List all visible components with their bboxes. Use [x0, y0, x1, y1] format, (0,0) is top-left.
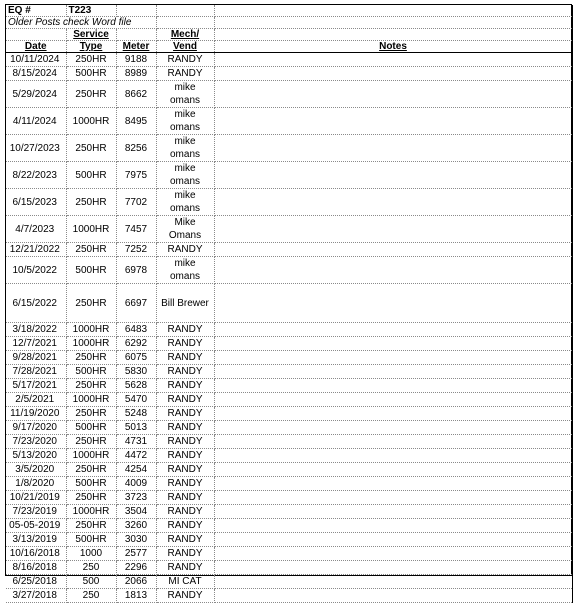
mech-cell: RANDY — [156, 547, 214, 561]
meter-cell: 5470 — [116, 393, 156, 407]
service-type-cell: 250HR — [66, 189, 116, 216]
date-cell: 4/11/2024 — [6, 108, 66, 135]
meter-cell: 6697 — [116, 284, 156, 323]
mech-cell: RANDY — [156, 243, 214, 257]
service-type-cell: 250HR — [66, 243, 116, 257]
table-row — [6, 243, 572, 257]
mech-cell: mike omans — [156, 189, 214, 216]
note-blank-cell — [214, 17, 572, 29]
notes-cell — [214, 351, 572, 365]
table-row — [6, 53, 572, 67]
mech-cell: MI CAT — [156, 575, 214, 589]
date-cell: 3/13/2019 — [6, 533, 66, 547]
notes-cell — [214, 67, 572, 81]
date-cell: 9/28/2021 — [6, 351, 66, 365]
table-row — [6, 337, 572, 351]
table-row — [6, 393, 572, 407]
header-blank-cell — [214, 29, 572, 41]
meter-cell: 8256 — [116, 135, 156, 162]
date-cell: 10/27/2023 — [6, 135, 66, 162]
service-type-cell: 500HR — [66, 365, 116, 379]
notes-cell — [214, 135, 572, 162]
date-cell: 3/27/2018 — [6, 589, 66, 603]
notes-header: Notes — [214, 41, 572, 53]
mech-cell: RANDY — [156, 449, 214, 463]
date-cell: 5/29/2024 — [6, 81, 66, 108]
notes-cell — [214, 284, 572, 323]
notes-cell — [214, 421, 572, 435]
date-cell: 9/17/2020 — [6, 421, 66, 435]
table-row — [6, 189, 572, 216]
service-type-cell: 250HR — [66, 379, 116, 393]
service-type-cell: 500HR — [66, 533, 116, 547]
notes-cell — [214, 547, 572, 561]
service-type-cell: 250HR — [66, 135, 116, 162]
table-row — [6, 216, 572, 243]
table-row — [6, 351, 572, 365]
table-row — [6, 67, 572, 81]
date-cell: 1/8/2020 — [6, 477, 66, 491]
mech-cell: RANDY — [156, 365, 214, 379]
table-row — [6, 257, 572, 284]
mech-header-top: Mech/ — [156, 29, 214, 41]
meter-cell: 2066 — [116, 575, 156, 589]
table-row — [6, 533, 572, 547]
service-type-cell: 500HR — [66, 421, 116, 435]
table-row — [6, 323, 572, 337]
table-row — [6, 561, 572, 575]
mech-cell: RANDY — [156, 53, 214, 67]
date-cell: 5/13/2020 — [6, 449, 66, 463]
notes-cell — [214, 323, 572, 337]
date-cell: 3/5/2020 — [6, 463, 66, 477]
date-cell: 12/7/2021 — [6, 337, 66, 351]
meter-cell: 4472 — [116, 449, 156, 463]
notes-cell — [214, 477, 572, 491]
meter-cell: 9188 — [116, 53, 156, 67]
table-row — [6, 505, 572, 519]
date-cell: 6/25/2018 — [6, 575, 66, 589]
service-header-bottom: Type — [66, 41, 116, 53]
date-cell: 6/15/2023 — [6, 189, 66, 216]
table-row — [6, 477, 572, 491]
service-type-cell: 250HR — [66, 53, 116, 67]
table-row — [6, 407, 572, 421]
notes-cell — [214, 162, 572, 189]
header-blank-cell — [116, 29, 156, 41]
mech-cell: RANDY — [156, 393, 214, 407]
table-row — [6, 575, 572, 589]
date-cell: 7/28/2021 — [6, 365, 66, 379]
meter-cell: 3723 — [116, 491, 156, 505]
service-type-cell: 1000 — [66, 547, 116, 561]
mech-cell: RANDY — [156, 533, 214, 547]
notes-cell — [214, 491, 572, 505]
column-header-row-1 — [6, 29, 572, 41]
meter-cell: 5628 — [116, 379, 156, 393]
mech-cell: RANDY — [156, 477, 214, 491]
mech-cell: RANDY — [156, 379, 214, 393]
service-type-cell: 250HR — [66, 491, 116, 505]
service-type-cell: 250HR — [66, 351, 116, 365]
notes-cell — [214, 561, 572, 575]
eq-label: EQ # — [6, 5, 66, 17]
mech-cell: mike omans — [156, 257, 214, 284]
meter-cell: 4009 — [116, 477, 156, 491]
mech-cell: RANDY — [156, 67, 214, 81]
mech-cell: RANDY — [156, 589, 214, 603]
older-posts-note: Older Posts check Word file — [6, 17, 156, 29]
meter-cell: 3030 — [116, 533, 156, 547]
notes-cell — [214, 243, 572, 257]
notes-cell — [214, 337, 572, 351]
meter-cell: 5013 — [116, 421, 156, 435]
meter-cell: 7702 — [116, 189, 156, 216]
note-blank-cell — [156, 17, 214, 29]
notes-cell — [214, 449, 572, 463]
meter-header: Meter — [116, 41, 156, 53]
table-row — [6, 421, 572, 435]
meter-cell: 5830 — [116, 365, 156, 379]
service-type-cell: 1000HR — [66, 337, 116, 351]
note-row — [6, 17, 572, 29]
service-type-cell: 1000HR — [66, 505, 116, 519]
meter-cell: 6978 — [116, 257, 156, 284]
meter-cell: 6075 — [116, 351, 156, 365]
service-log-sheet — [5, 4, 572, 601]
notes-cell — [214, 53, 572, 67]
date-cell: 10/21/2019 — [6, 491, 66, 505]
notes-cell — [214, 519, 572, 533]
service-type-cell: 500 — [66, 575, 116, 589]
date-cell: 2/5/2021 — [6, 393, 66, 407]
mech-cell: RANDY — [156, 505, 214, 519]
eq-blank-cell — [156, 5, 214, 17]
table-row — [6, 379, 572, 393]
notes-cell — [214, 505, 572, 519]
table-row — [6, 463, 572, 477]
table-row — [6, 365, 572, 379]
service-type-cell: 250HR — [66, 463, 116, 477]
date-cell: 7/23/2019 — [6, 505, 66, 519]
meter-cell: 1813 — [116, 589, 156, 603]
table-row — [6, 435, 572, 449]
service-type-cell: 250 — [66, 589, 116, 603]
notes-cell — [214, 216, 572, 243]
mech-cell: mike omans — [156, 162, 214, 189]
mech-cell: mike omans — [156, 108, 214, 135]
mech-cell: RANDY — [156, 421, 214, 435]
meter-cell: 2577 — [116, 547, 156, 561]
notes-cell — [214, 189, 572, 216]
date-cell: 5/17/2021 — [6, 379, 66, 393]
date-header: Date — [6, 41, 66, 53]
date-cell: 3/18/2022 — [6, 323, 66, 337]
date-cell: 8/15/2024 — [6, 67, 66, 81]
service-type-cell: 500HR — [66, 257, 116, 284]
meter-cell: 7252 — [116, 243, 156, 257]
table-row — [6, 135, 572, 162]
service-type-cell: 500HR — [66, 67, 116, 81]
service-type-cell: 250HR — [66, 519, 116, 533]
notes-cell — [214, 108, 572, 135]
table-row — [6, 589, 572, 603]
mech-cell: RANDY — [156, 491, 214, 505]
meter-cell: 6483 — [116, 323, 156, 337]
notes-cell — [214, 463, 572, 477]
service-type-cell: 250HR — [66, 284, 116, 323]
mech-cell: RANDY — [156, 519, 214, 533]
date-cell: 10/11/2024 — [6, 53, 66, 67]
eq-value: T223 — [66, 5, 116, 17]
service-log-table — [6, 5, 573, 603]
date-cell: 12/21/2022 — [6, 243, 66, 257]
eq-blank-cell — [116, 5, 156, 17]
service-header-top: Service — [66, 29, 116, 41]
date-cell: 4/7/2023 — [6, 216, 66, 243]
header-blank-cell — [6, 29, 66, 41]
date-cell: 8/16/2018 — [6, 561, 66, 575]
date-cell: 11/19/2020 — [6, 407, 66, 421]
service-type-cell: 250 — [66, 561, 116, 575]
date-cell: 10/5/2022 — [6, 257, 66, 284]
mech-cell: RANDY — [156, 561, 214, 575]
table-row — [6, 81, 572, 108]
service-type-cell: 250HR — [66, 435, 116, 449]
mech-cell: RANDY — [156, 323, 214, 337]
table-row — [6, 547, 572, 561]
mech-cell: mike omans — [156, 81, 214, 108]
service-type-cell: 1000HR — [66, 323, 116, 337]
notes-cell — [214, 393, 572, 407]
service-type-cell: 1000HR — [66, 216, 116, 243]
service-type-cell: 1000HR — [66, 449, 116, 463]
notes-cell — [214, 589, 572, 603]
eq-row — [6, 5, 572, 17]
table-row — [6, 491, 572, 505]
meter-cell: 7975 — [116, 162, 156, 189]
date-cell: 6/15/2022 — [6, 284, 66, 323]
table-row — [6, 519, 572, 533]
service-type-cell: 500HR — [66, 162, 116, 189]
notes-cell — [214, 435, 572, 449]
date-cell: 8/22/2023 — [6, 162, 66, 189]
service-type-cell: 1000HR — [66, 393, 116, 407]
mech-cell: RANDY — [156, 407, 214, 421]
meter-cell: 7457 — [116, 216, 156, 243]
notes-cell — [214, 575, 572, 589]
service-type-cell: 250HR — [66, 81, 116, 108]
meter-cell: 5248 — [116, 407, 156, 421]
column-header-row-2 — [6, 41, 572, 53]
service-type-cell: 1000HR — [66, 108, 116, 135]
mech-header-bottom: Vend — [156, 41, 214, 53]
mech-cell: RANDY — [156, 337, 214, 351]
table-row — [6, 449, 572, 463]
meter-cell: 4731 — [116, 435, 156, 449]
mech-cell: Mike Omans — [156, 216, 214, 243]
notes-cell — [214, 257, 572, 284]
table-row — [6, 162, 572, 189]
meter-cell: 3504 — [116, 505, 156, 519]
notes-cell — [214, 81, 572, 108]
service-type-cell: 250HR — [66, 407, 116, 421]
mech-cell: RANDY — [156, 351, 214, 365]
meter-cell: 2296 — [116, 561, 156, 575]
meter-cell: 6292 — [116, 337, 156, 351]
eq-blank-cell — [214, 5, 572, 17]
date-cell: 7/23/2020 — [6, 435, 66, 449]
meter-cell: 8662 — [116, 81, 156, 108]
meter-cell: 8989 — [116, 67, 156, 81]
meter-cell: 8495 — [116, 108, 156, 135]
mech-cell: RANDY — [156, 435, 214, 449]
date-cell: 05-05-2019 — [6, 519, 66, 533]
mech-cell: mike omans — [156, 135, 214, 162]
notes-cell — [214, 365, 572, 379]
service-type-cell: 500HR — [66, 477, 116, 491]
table-row — [6, 108, 572, 135]
meter-cell: 4254 — [116, 463, 156, 477]
meter-cell: 3260 — [116, 519, 156, 533]
notes-cell — [214, 379, 572, 393]
mech-cell: RANDY — [156, 463, 214, 477]
notes-cell — [214, 533, 572, 547]
mech-cell: Bill Brewer — [156, 284, 214, 323]
date-cell: 10/16/2018 — [6, 547, 66, 561]
table-row — [6, 284, 572, 323]
notes-cell — [214, 407, 572, 421]
